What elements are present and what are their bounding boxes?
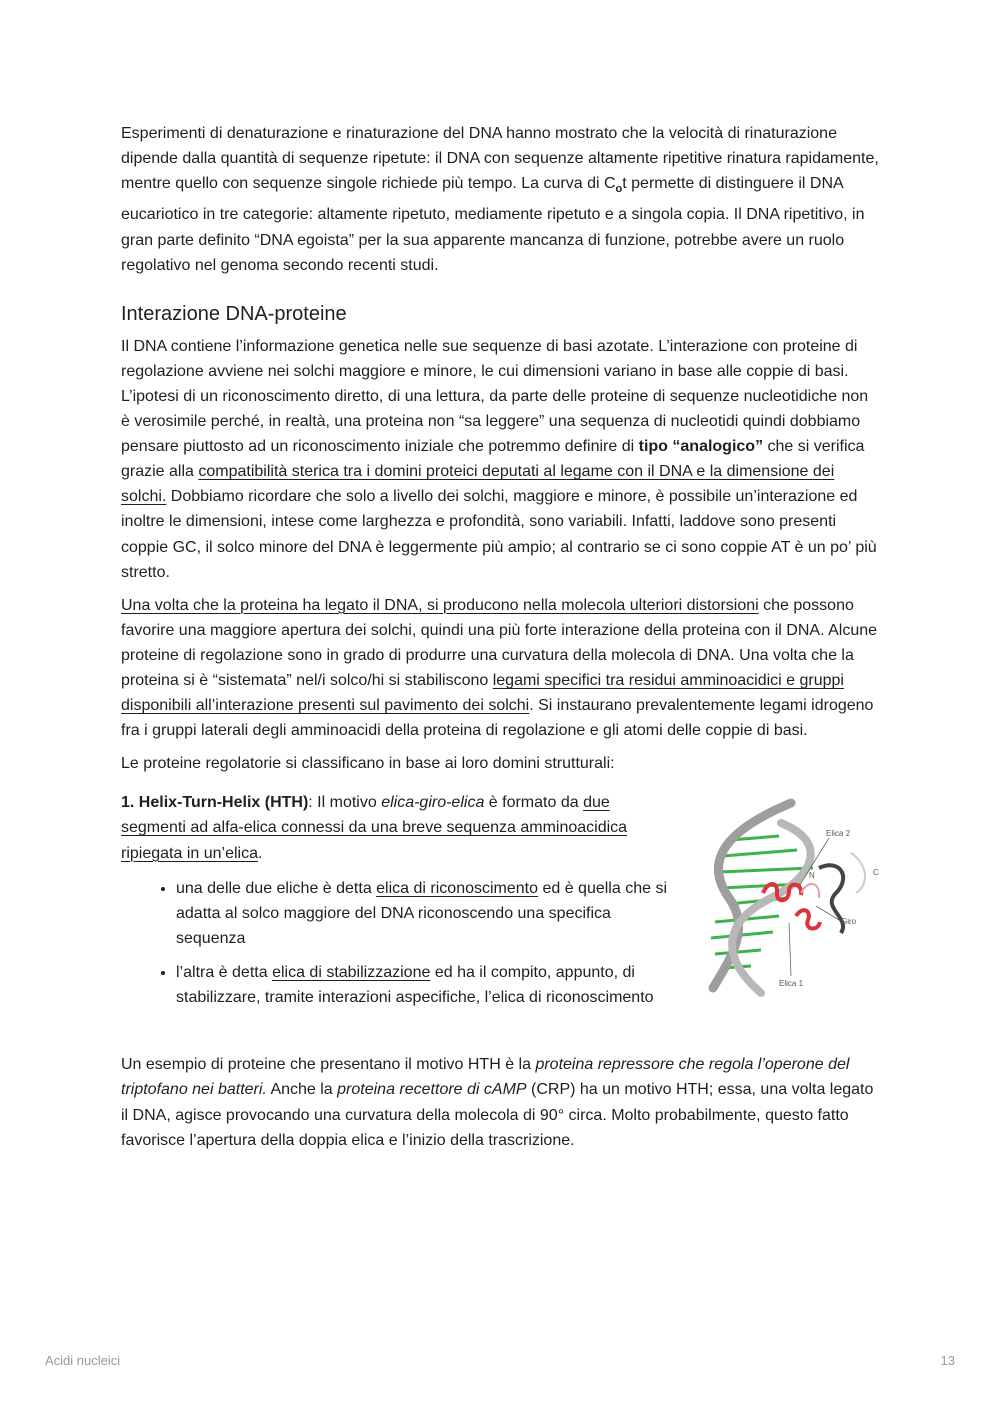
intro-text-1: Esperimenti di denaturazione e rinaturazione del DNA hanno mostrato che la velocità di rinaturazione dipende dalla quantità di sequenze ripetute: il DNA con sequenze altamente ripetitive rinatura rapidamente, mentre quello con sequenze singole richiede più tempo. La curva di C [121, 125, 879, 193]
label-c: C [873, 868, 879, 878]
p1-text-c: Dobbiamo ricordare che solo a livello dei solchi, maggiore e minore, è possibile un’interazione ed inoltre le dimensioni, intese come larghezza e profondità, sono variabili. Infatti, laddove sono presenti coppie GC, il solco minore del DNA è leggermente più ampio; al contrario se ci sono coppie AT è un po’ più stretto. [121, 488, 877, 581]
closing-italic-2: proteina recettore di cAMP [337, 1081, 527, 1099]
section-heading: Interazione DNA-proteine [121, 302, 347, 325]
hth-underline: due segmenti ad alfa-elica connessi da una breve sequenza amminoacidica ripiegata in un’elica [121, 794, 628, 862]
p2-underline-2: legami specifici tra residui amminoacidici e gruppi disponibili all’interazione presenti sul pavimento dei solchi [121, 671, 844, 715]
closing-paragraph [121, 1052, 881, 1152]
hth-italic: elica-giro-elica [381, 794, 485, 812]
list-item [176, 876, 676, 951]
hth-dna-figure [701, 798, 886, 998]
p1-text-b: che si verifica grazie alla [121, 438, 865, 481]
section-paragraph-3: Le proteine regolatorie si classificano in base ai loro domini strutturali: [121, 755, 615, 773]
p2-text-a: che possono favorire una maggiore apertura dei solchi, quindi una più forte interazione della proteina con il DNA. Alcune proteine di regolazione sono in grado di produrre una curvatura della molecola di DNA. Una volta che la proteina si è “sistemata” nel/i solco/hi si stabiliscono [121, 596, 878, 689]
hth-text-c: . [257, 844, 263, 862]
hth-section [121, 790, 881, 1040]
footer-title: Acidi nucleici [45, 1353, 121, 1368]
label-n: N [809, 871, 815, 881]
intro-paragraph [121, 121, 881, 278]
intro-subscript: o [615, 183, 623, 196]
bullet-text-a: l’altra è detta [176, 963, 273, 981]
page-number: 13 [940, 1353, 955, 1368]
closing-text-a: Un esempio di proteine che presentano il motivo HTH è la [121, 1056, 536, 1074]
hth-bullet-list [121, 876, 676, 1010]
label-elica-1: Elica 1 [779, 979, 804, 989]
closing-italic-1: proteina repressore che regola l’operone del triptofano nei batteri. [121, 1056, 850, 1099]
bullet-underline: elica di stabilizzazione [272, 963, 431, 981]
p1-bold: tipo “analogico” [638, 438, 764, 456]
label-giro: Giro [841, 917, 857, 927]
hth-title: 1. Helix-Turn-Helix (HTH) [121, 794, 309, 812]
p2-text-b: . Si instaurano prevalentemente legami idrogeno fra i gruppi laterali degli amminoacidi della proteina di regolazione e gli atomi delle coppie di basi. [121, 697, 874, 740]
intro-text-2: t permette di distinguere il DNA eucariotico in tre categorie: altamente ripetuto, mediamente ripetuto e a singola copia. Il DNA ripetitivo, in gran parte definito “DNA egoista” per la sua apparente mancanza di funzione, potrebbe avere un ruolo regolativo nel genoma secondo recenti studi. [121, 175, 865, 274]
list-item [176, 960, 676, 1010]
hth-intro [121, 790, 676, 865]
section-paragraph-1 [121, 334, 881, 585]
closing-text-b: Anche la [266, 1081, 338, 1099]
closing-text-c: (CRP) ha un motivo HTH; essa, una volta legato il DNA, agisce provocando una curvatura della molecola di 90° circa. Molto probabilmente, questo fatto favorisce l’apertura della doppia elica e l’inizio della trascrizione. [121, 1081, 874, 1149]
p1-underline: compatibilità sterica tra i domini proteici deputati al legame con il DNA e la dimensione dei solchi. [121, 463, 835, 506]
hth-text-a: : Il motivo [308, 794, 382, 812]
bullet-underline: elica di riconoscimento [376, 879, 539, 897]
page-content [121, 121, 881, 1153]
hth-text-b: è formato da [484, 794, 584, 812]
section-paragraph-2 [121, 593, 881, 744]
p1-text-a: Il DNA contiene l’informazione genetica nelle sue sequenze di basi azotate. L’interazione con proteine di regolazione avviene nei solchi maggiore e minore, le cui dimensioni variano in base alle coppie di basi. L’ipotesi di un riconoscimento diretto, di una lettura, da parte delle proteine di sequenze nucleotidiche non è verosimile perché, in realtà, una proteina non “sa leggere” una sequenza di nucleotidi quindi dobbiamo pensare piuttosto ad un riconoscimento iniziale che potremmo definire di [121, 337, 869, 456]
bullet-text-b: ed è quella che si adatta al solco maggiore del DNA riconoscendo una specifica sequenza [176, 879, 667, 947]
label-elica-2: Elica 2 [826, 829, 851, 839]
bullet-text-b: ed ha il compito, appunto, di stabilizzare, tramite interazioni aspecifiche, l’elica di riconoscimento [176, 963, 654, 1006]
hth-text [121, 790, 676, 1010]
p2-underline-1: Una volta che la proteina ha legato il DNA, si producono nella molecola ulteriori distorsioni [121, 596, 759, 614]
bullet-text-a: una delle due eliche è detta [176, 879, 377, 897]
